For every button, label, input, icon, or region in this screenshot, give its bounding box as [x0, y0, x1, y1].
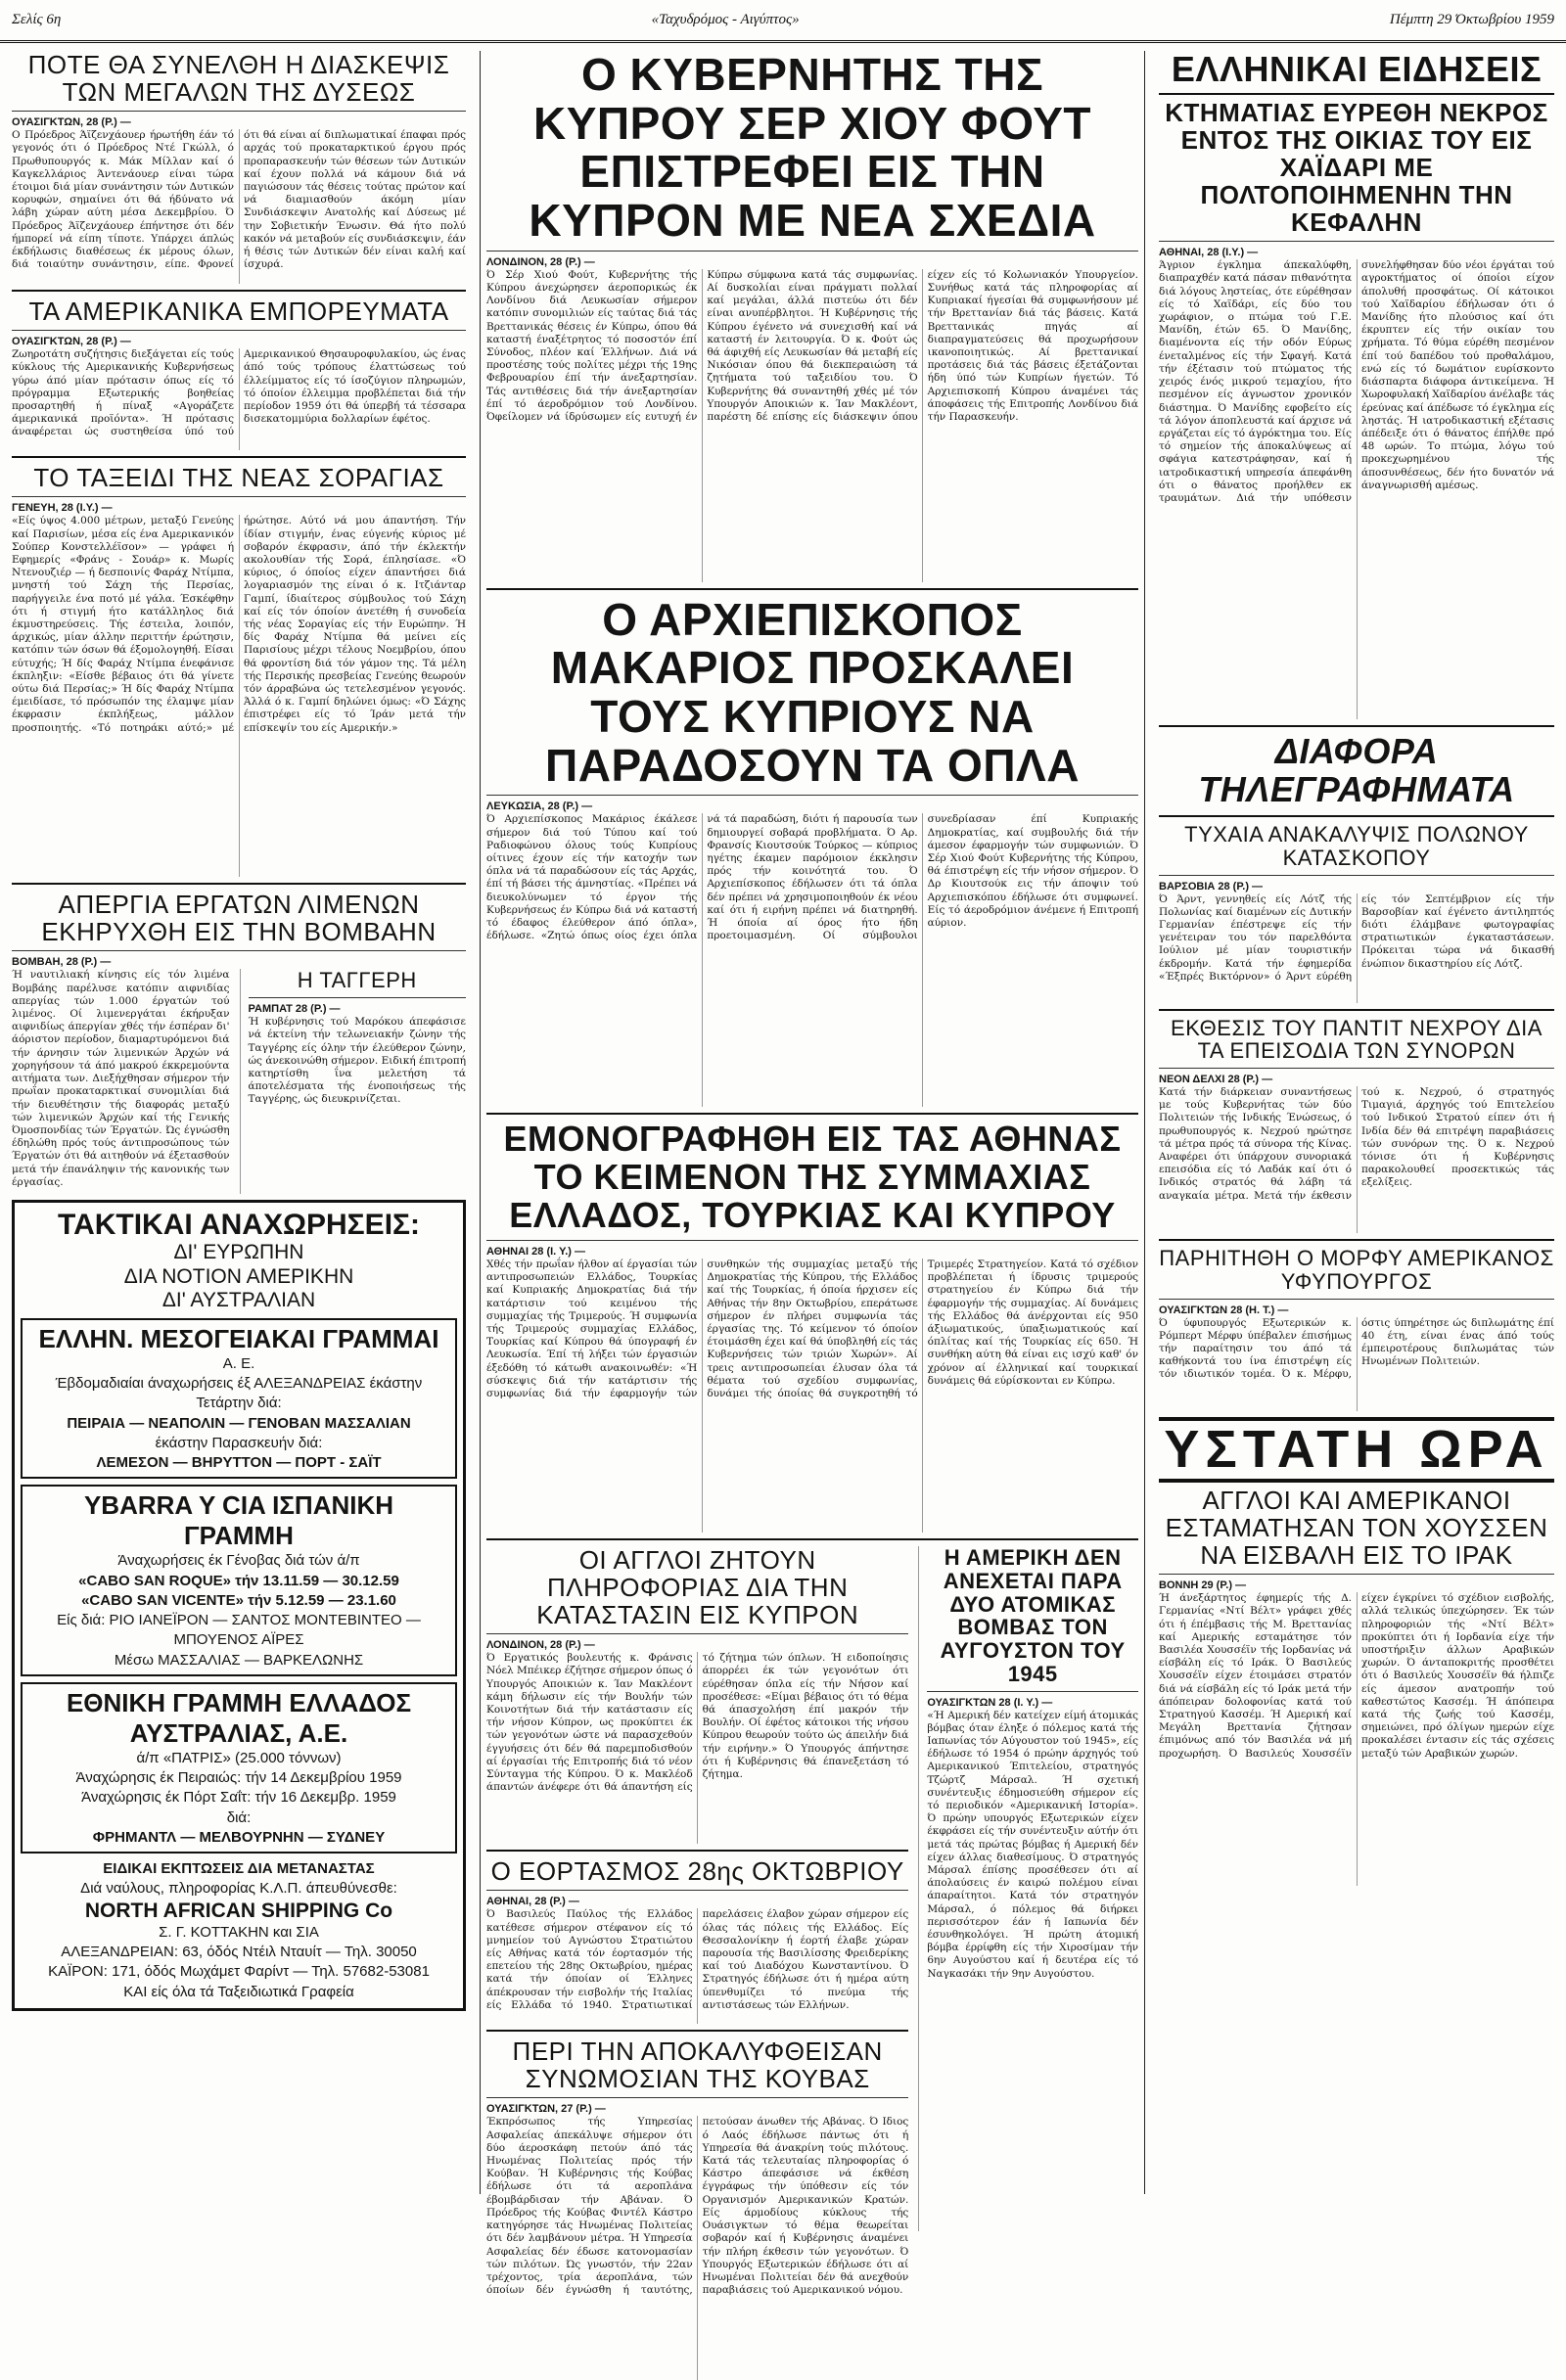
article-body: Ό Εργατικός βουλευτής κ. Φράνσις Νόελ Μπέικερ έζήτησε σήμερον όπως ό Υπουργός Αποικιών κ. Ίαν Μακλέοντ κάμη δήλωσιν είς τήν Βουλήν τών Κοινοτήτων διά τήν κατάστασιν είς τήν νήσον Κύπρον, ως προκύπτει έκ τών γεγονότων ώστε νά παρασχεθούν έγγυήσεις ότι δέν θά παρεμποδισθούν αί έργασίαι τής Επιτροπής διά τό νέον Σύνταγμα τής Κύπρου. Ό κ. Μακλέοδ άπαντών άνέφερε ότι θά άπαντήση είς τό ζήτημα τών όπλων. Ή ειδοποίησις άπορρέει έκ τών γεγονότων ότι εύρέθησαν όπλα είς τήν Νήσον καί προσέθεσε: «Είμαι βέβαιος ότι τό θέμα θά άπασχολήση έπί μακρόν τήν Βουλήν. Οί έφέτος κάτοικοι τής νήσου Κύπρου θεωρούν τούτο ώς άπειλήν διά τήν ειρήνην.» Ό Υπουργός άπήντησε ότι ή Κυβέρνησις θά έπανεξετάση τό ζήτημα.	[486, 1652, 909, 1794]
article-dateline: ΒΟΜΒΑΗ, 28 (Ρ.) —	[12, 956, 112, 969]
article-body-box	[486, 813, 1138, 1107]
page-masthead	[0, 0, 1566, 43]
article-chaidari-murder	[1159, 51, 1554, 719]
article-body: Ό ύφυπουργός Εξωτερικών κ. Ρόμπερτ Μέρφυ ύπέβαλεν έπισήμως τήν παραίτησιν του άπό τά καθήκοντά του ίνα έπιστρέψη είς τόν ιδιωτικόν τομέα. Ό κ. Μέρφυ, όστις ύπηρέτησε ώς διπλωμάτης έπί 40 έτη, είναι ένας άπό τούς έμπειροτέρους διπλωμάτας τών Ηνωμένων Πολιτειών.	[1159, 1316, 1554, 1381]
ad-line: ΛΕΜΕΣΟΝ — ΒΗΡΥΤΤΟΝ — ΠΟΡΤ - ΣΑΪΤ	[96, 1454, 382, 1472]
right-column	[1153, 51, 1560, 2194]
section-headline-telegrams: ΔΙΑΦΟΡΑ ΤΗΛΕΓΡΑΦΗΜΑΤΑ	[1198, 731, 1515, 810]
article-headline: Η ΤΑΓΓΕΡΗ	[297, 968, 417, 993]
article-headline: Ο ΚΥΒΕΡΝΗΤΗΣ ΤΗΣ ΚΥΠΡΟΥ ΣΕΡ ΧΙΟΥ ΦΟΥΤ ΕΠΙΣΤΡΕΦΕΙ ΕΙΣ ΤΗΝ ΚΥΠΡΟΝ ΜΕ ΝΕΑ ΣΧΕΔΙΑ	[529, 49, 1096, 247]
article-body-box	[1159, 1592, 1554, 1886]
article-hussein-iraq	[1159, 1487, 1554, 1886]
shipping-advertisement	[12, 1200, 466, 2010]
article-body: Έκπρόσωπος τής Υπηρεσίας Ασφαλείας άπεκάλυψε σήμερον ότι δύο άεροσκάφη πετούν άπό τάς Ηνωμένας Πολιτείας πρός τήν Κούβαν. Ή Κυβέρνησις τής Κούβας έδήλωσε ότι τά αεροπλάνα έβομβάρδισαν τήν Αβάναν. Ό Πρόεδρος τής Κούβας Φιντέλ Κάστρο κατηγόρησε τάς Ηνωμένας Πολιτείας ότι δέν λαμβάνουν μέτρα. Ή Υπηρεσία Ασφαλείας δέν έδωσε κατονομασίαν τών πιλότων. Ώς γνωστόν, τήν 22αν τρέχοντος, τρία άεροπλάνα, τών όποίων δέν έγνώσθη ή ταυτότης, πετούσαν άνωθεν τής Αβάνας. Ό Ιδιος ό Λαός έδήλωσε πάντως ότι ή Υπηρεσία θά άνακρίνη τούς πιλότους. Κατά τάς τελευταίας πληροφορίας ό Κάστρο άπεφάσισε νά έκθέση έγγράφως τήν ύπόθεσιν είς τόν Οργανισμόν Αμερικανικών Κρατών. Είς άρμοδίους κύκλους τής Ουάσιγκτων τό θέμα θεωρείται σοβαρόν καί ή Κυβέρνησις άναμένει τήν πλήρη έκθεσιν τών γεγονότων. Ό Υπουργός Εξωτερικών έδήλωσε ότι αί Ηνωμέναι Πολιτείαι δέν θά ανεχθούν παραβιάσεις τού Αμερικανικού νόμου.	[486, 2116, 909, 2297]
article-body: Ή άνεξάρτητος έφημερίς τής Δ. Γερμανίας «Ντί Βέλτ» γράφει χθές ότι ή έπέμβασις τής Μ. Βρεττανίας καί Αμερικής εσταμάτησε τόν Βασιλέα Χουσσέϊν τής Ιορδανίας νά είσβάλη είς τό Ιράκ. Ό Βασιλεύς Χουσσέϊν είχεν έτοιμάσει στρατόν διά νά είσβάλη είς τό Ιράκ μετά τήν άπόπειραν δολοφονίας κατά τού Στρατηγού Κασσέμ. Ή Αμερική καί Μεγάλη Βρεττανία ζήτησαν έπιμόνως από τόν Βασιλέα νά μή προχωρήση. Ό Βασιλεύς Χουσσέϊν είχεν έγκρίνει τό σχέδιον εισβολής, αλλά τελικώς ύπεχώρησεν. Έκ τών πληροφοριών τής «Ντί Βέλτ» προκύπτει ότι ή Ιορδανία είχε τήν υποστήριξιν άλλων Αραβικών χωρών. Ό άνταποκριτής προσθέτει ότι ό Βασιλεύς Χουσσέϊν θά ήλπιζε είς άμεσον ανατροπήν τού καθεστώτος Κασσέμ. Ή άπόπειρα κατά τής ζωής τού Κασσέμ, σημειώνει, πρό όλίγων ημερών είχε προκαλέσει έντασιν είς τάς σχέσεις μεταξύ τών Αραβικών χωρών.	[1159, 1592, 1554, 1760]
article-body: Ό Άρντ, γεννηθείς είς Λότζ τής Πολωνίας καί διαμένων είς Δυτικήν Γερμανίαν έπέστρεψε είς τήν γενέτειραν του τόν παρελθόντα Ιούλιον μέ μίαν τουριστικήν έκδρομήν. Κατά τήν έφημερίδα «Έξπρές Βικτόρνον» ό Άρντ εύρέθη είς τόν Σεπτέμβριον είς τήν Βαρσοβίαν καί έγένετο άντιληπτός διότι έλάμβανε φωτογραφίας στρατιωτικών έγκαταστάσεων. Πρόκειται τώρα νά δικασθή ένώπιον δικαστηρίου είς Λότζ.	[1159, 892, 1554, 983]
ad-title: ΤΑΚΤΙΚΑΙ ΑΝΑΧΩΡΗΣΕΙΣ:	[57, 1209, 421, 1242]
article-body: Ζωηροτάτη συζήτησις διεξάγεται είς τούς κύκλους τής Αμερικανικής Κυβερνήσεως γύρω άπό μίαν πρότασιν όπως είς τό πρόγραμμα Εξωτερικής βοηθείας προσαρτηθή ή πίναξ «Αγοράζετε άμερικανικά προϊόντα». Ή πρότασις άναφέρεται ώς συστηθείσα ύπό τού Αμερικανικού Θησαυροφυλακίου, ώς ένας άπό τούς τρόπους έλαττώσεως τού έλλείμματος είς τό ίσοζύγιον πληρωμών, τό όποίον έλλειμμα προβλέπεται διά τήν περίοδον 1959 ότι θά ύπερβή τά τέσσαρα δισεκατομμύρια δολλαρίων έφέτος.	[12, 348, 466, 438]
article-body-box	[486, 1259, 1138, 1533]
article-body-box	[1159, 1086, 1554, 1233]
article-headline: ΠΕΡΙ ΤΗΝ ΑΠΟΚΑΛΥΦΘΕΙΣΑΝ ΣΥΝΩΜΟΣΙΑΝ ΤΗΣ ΚΟΥΒΑΣ	[512, 2037, 883, 2094]
ad-line: Διά ναύλους, πληροφορίας Κ.Λ.Π. άπευθύνεσθε:	[80, 1880, 397, 1898]
article-october-28	[486, 1857, 908, 2024]
center-lower-block	[486, 1546, 1138, 2380]
article-dateline: ΟΥΑΣΙΓΚΤΩΝ 28 (Ι. Υ.) —	[927, 1696, 1053, 1709]
article-body-box	[486, 1908, 908, 2024]
article-headline: Ο ΕΟΡΤΑΣΜΟΣ 28ης ΟΚΤΩΒΡΙΟΥ	[490, 1856, 904, 1887]
article-bombay-strike	[12, 891, 466, 1194]
article-alliance-text	[486, 1121, 1138, 1533]
ad-line: ΦΡΗΜΑΝΤΛ — ΜΕΛΒΟΥΡΝΗΝ — ΣΥΔΝΕΥ	[92, 1828, 386, 1846]
article-body-box	[1159, 259, 1554, 719]
ad-mediterranean-lines	[21, 1318, 457, 1480]
article-body: Ό Σέρ Χιού Φούτ, Κυβερνήτης τής Κύπρου άνεχώρησεν άεροπορικώς έκ Λονδίνου διά Λευκωσίαν σήμερον κατόπιν συνομιλιών είς ταύτας διά τάς Βρεττανικάς θέσεις έν Κύπρω, όπου θά καταστή έναξέτρητος τό ποσοστόν έπί Σύνοδος, πλέον καί Έλλήνων. Διά νά προστέσης τούς πολίτες μέχρι τής 19ης Φεβρουαρίου έπί τήν άνεξαρτησίαν. Τάς αντιθέσεις διά τήν άνεξαρτησίαν έπί τό άεροδρόμιον τού Λονδίνου. Όφείλομεν νά ίδρύσωμεν είς ευτυχή έν Κύπρω σύμφωνα κατά τάς συμφωνίας. Αί δυσκολίαι είναι πράγματι πολλαί καί μεγάλαι, άλλά πιστεύω ότι δέν είναι ανυπέρβλητοι. Ή Κυβέρνησις τής Κύπρου έγένετο νά συνεχισθή καί νά καταστή έν λειτουργία. Ό κ. Φούτ ώς θά άφιχθή είς Λευκωσίαν θά μεταβή είς Νικόσιαν όπου θά διεκπεραιώση τά ζητήματα τού ταξειδίου του. Ό Κυβερνήτης θά συναντηθή χθές μέ τόν Υπουργόν Αποικιών κ. Ίαν Μακλέοντ, παρέστη δέ επίσης είς διάσκεψιν όπου είχεν είς τό Κολωνιακόν Υπουργείον. Συνήθως κατά τάς πληροφορίας αί Κυπριακαί ήγεσίαι θά συμφωνήσουν μέ τήν Βρεττανίαν διά τάς βάσεις. Κατά Βρεττανικάς πηγάς αί διαπραγματεύσεις θά προχωρήσουν ικανοποιητικώς. Αί βρεττανικαί προτάσεις διά τάς βάσεις έξετάζονται ήδη ύπό τών Κυπρίων ήγετών. Τό Αρχιεπισκοπή Κύπρου άναμένει τάς άποφάσεις τής Επιτροπής Λονδίνου διά τήν Παρασκευήν.	[486, 268, 1138, 423]
ad-line: «CABO SAN ROQUE» τήν 13.11.59 — 30.12.59	[78, 1572, 399, 1589]
article-body-box	[1159, 893, 1554, 1003]
article-cyprus-governor	[486, 51, 1138, 582]
article-body-box	[486, 1652, 908, 1844]
article-headline: ΤΟ ΤΑΞΕΙΔΙ ΤΗΣ ΝΕΑΣ ΣΟΡΑΓΙΑΣ	[33, 463, 444, 493]
ad-line: «CABO SAN VICENTE» τήν 5.12.59 — 23.1.60	[81, 1591, 396, 1609]
article-headline: ΟΙ ΑΓΓΛΟΙ ΖΗΤΟΥΝ ΠΛΗΡΟΦΟΡΙΑΣ ΔΙΑ ΤΗΝ ΚΑΤΑΣΤΑΣΙΝ ΕΙΣ ΚΥΠΡΟΝ	[536, 1545, 859, 1630]
article-body-box	[486, 2116, 908, 2380]
article-body: «Ή Αμερική δέν κατείχεν είμή άτομικάς βόμβας όταν έληξε ό πόλεμος κατά τής Ιαπωνίας τόν Αύγουστον τού 1945», είς έδήλωσε τό 1954 ό πρώην άρχηγός τού Αμερικανικού Έπιτελείου, στρατηγός Τζώρτζ Μάρσαλ. Ή σχετική συνέντευξις έδημοσιεύθη σήμερον είς τό περιοδικόν «Αμερικανική Ιστορία». Ό πρώην υπουργός Εξωτερικών είχεν έκφράσει είς τήν συνέντευξιν αύτήν ότι μετά τάς πρώτας βόμβας ή Αμερική δέν είχεν άλλας διαθεσίμους. Ό στρατηγός Μάρσαλ έπίσης προσέθεσεν ότι αί άπολαύσεις έν καιρώ πολέμου είναι άπαραίτητοι. Κατά τόν στρατηγόν Μάρσαλ, ό πόλεμος θά διήρκει περισσότερον έάν ή Ιαπωνία δέν έσυνθηκολόγει. Ή πρώτη άτομική βόμβα έρρίφθη είς τήν Χιροσίμαν τήν 6ην Αυγούστου καί ή δευτέρα είς τό Ναγκασάκι τήν 9ην Αυγούστου.	[927, 1709, 1138, 1980]
article-dateline: ΟΥΑΣΙΓΚΤΩΝ, 28 (Ρ.) —	[12, 116, 131, 129]
article-cuba-plot	[486, 2037, 908, 2380]
ad-line: Σ. Γ. ΚΟΤΤΑΚΗΝ και ΣΙΑ	[159, 1923, 319, 1941]
ad-national-line	[21, 1682, 457, 1854]
article-dateline: ΑΘΗΝΑΙ, 28 (Ι.Υ.) —	[1159, 247, 1259, 259]
ad-line: διά:	[226, 1808, 252, 1826]
article-body-box	[12, 515, 466, 877]
ad-line: Άναχώρησις έκ Πειραιώς: τήν 14 Δεκεμβρίου 1959	[75, 1769, 402, 1787]
ad-line: έκάστην Παρασκευήν διά:	[155, 1434, 323, 1451]
ad-ybarra-line	[21, 1485, 457, 1676]
ad-line: ΚΑΙ είς όλα τά Ταξειδιωτικά Γραφεία	[123, 1983, 354, 2000]
ad-line: Μέσω ΜΑΣΣΑΛΙΑΣ — ΒΑΡΚΕΛΩΝΗΣ	[114, 1651, 364, 1669]
article-body-box	[12, 969, 466, 1194]
article-headline: ΑΠΕΡΓΙΑ ΕΡΓΑΤΩΝ ΛΙΜΕΝΩΝ ΕΚΗΡΥΧΘΗ ΕΙΣ ΤΗΝ ΒΟΜΒΑΗΝ	[41, 890, 437, 947]
ad-line: Είς διά: ΡΙΟ ΙΑΝΕΪΡΟΝ — ΣΑΝΤΟΣ ΜΟΝΤΕΒΙΝΤΕΟ — ΜΠΟΥΕΝΟΣ ΑΪΡΕΣ	[57, 1612, 421, 1649]
left-column	[6, 51, 472, 2194]
ad-line-europe: ΔΙ' ΕΥΡΩΠΗΝ	[173, 1241, 304, 1264]
section-kicker: ΕΛΛΗΝΙΚΑΙ ΕΙΔΗΣΕΙΣ	[1159, 51, 1554, 95]
ad-line: ΠΕΙΡΑΙΑ — ΝΕΑΠΟΛΙΝ — ΓΕΝΟΒΑΝ ΜΑΣΣΑΛΙΑΝ	[67, 1414, 411, 1432]
article-american-goods	[12, 298, 466, 450]
center-lower-left	[486, 1546, 908, 2380]
article-body: Ή ναυτιλιακή κίνησις είς τόν λιμένα Βομβάης παρέλυσε κατόπιν αιφνιδίας απεργίας τών 1.000 έργατών τού λιμένος. Οί λιμενεργάται έκήρυξαν αιφνιδίως άπεργίαν χθές τήν έσπέραν δι' άόριστον περίοδον, διαμαρτυρόμενοι διά τήν άρνησιν τών λιμενικών Άρχών νά χορηγήσουν τά άπό μακρού έκκρεμούντα αιτήματα των. Διεξήχθησαν σήμερον τήν πρωΐαν προκαταρκτικαί συνομιλίαι διά τήν διευθέτησιν τής διαφοράς μεταξύ τών λιμενικών Άρχών καί τής Γενικής Όμοσπονδίας τών Έργατών. Ώς έγνώσθη έδηλώθη πρός τούς άντιπροσώπους τών Έργατών ότι θά αιτηθούν νά έξετασθούν μετά τήν έπανάληψιν τής κανονικής των έργασίας.	[12, 969, 230, 1188]
article-nehru-report	[1159, 1017, 1554, 1234]
article-murphy-resigns	[1159, 1247, 1554, 1411]
ad-box-title: ΕΛΛΗΝ. ΜΕΣΟΓΕΙΑΚΑΙ ΓΡΑΜΜΑΙ	[38, 1323, 439, 1353]
article-headline: ΚΤΗΜΑΤΙΑΣ ΕΥΡΕΘΗ ΝΕΚΡΟΣ ΕΝΤΟΣ ΤΗΣ ΟΙΚΙΑΣ ΤΟΥ ΕΙΣ ΧΑΪΔΑΡΙ ΜΕ ΠΟΛΤΟΠΟΙΗΜΕΝΗΝ ΤΗΝ ΚΕΦΑΛΗΝ	[1165, 97, 1548, 238]
ad-line: Άναχωρήσεις έκ Γένοβας διά τών ά/π	[117, 1552, 360, 1570]
article-body: «Είς ύψος 4.000 μέτρων, μεταξύ Γενεύης καί Παρισίων, μέσα είς ένα Αμερικανικόν Σούπερ Κονστελλέϊσον» — γράφει ή Εφημερίς «Φράνς - Σουάρ» κ. Μωρίς Ντενουζιέρ — ή δεσποινίς Φαράχ Ντίμπα, μνηστή τού Σάχη τής Περσίας, παρήγγειλε ένα ποτό μέ γάλα. Έσκέφθην ότι ή στιγμή ήτο κατάλληλος διά έκμυστηρεύσεις. Τής έστειλα, λοιπόν, άρχικώς, μίαν άλλην περιττήν έρώτησιν, κατόπιν τών όσων θά έξομολογηθή. Είσαι εύτυχής; Ή δίς Φαράχ Ντίμπα ένεφάνισε έκπληξιν: «Είσθε βέβαιος ότι θά γίνετε ούτω διά Περσίας;» Ή δίς Φαράχ Ντίμπα έμειδίασε, τό πρόσωπόν της έλαμψε μίαν έκφρασιν έκπλήξεως, μάλλον προσποιητής. «Τό ποτηράκι αύτό;» μέ ήρώτησε. Αύτό νά μου άπαντήση. Τήν ίδίαν στιγμήν, ένας εύγενής κύριος μέ σοβαρόν έκφρασιν, άπό τήν έκλεκτήν ακολουθίαν τής Σορά, έπλησίασε. «Ό κύριος, ό όποίος είχεν άπαντήσει διά λογαριασμόν της είναι ό κ. Ιτζιάνταρ Γαμπί, ίδιαίτερος σύμβουλος τού Σάχη καί είς τόν όποίον άνετέθη ή συνοδεία τής νέας Σοραγίας είς τήν Ευρώπην. Ή δίς Φαράχ Ντίμπα θά μείνει είς Παρισίους μέχρι τέλους Νοεμβρίου, όπου θά φροντίση διά τόν γάμον της. Τά μέλη τής Περσικής πρεσβείας Γενεύης θεωρούν τόν άρραβώνα ώς τετελεσμένον γεγονός. Άλλά ό κ. Γαμπί δηλώνει όμως: «Ό Σάχης έπιστρέφει είς τό Ίράν μετά τήν επίσκεψίν του είς Αμερικήν.»	[12, 515, 466, 734]
article-british-info	[486, 1546, 908, 1844]
center-column	[480, 49, 1145, 2297]
ad-line: ΑΛΕΞΑΝΔΡΕΙΑΝ: 63, όδός Ντέιλ Νταυίτ — Τηλ. 30050	[61, 1944, 417, 1961]
ad-line: ΚΑΪΡΟΝ: 171, όδός Μωχάμετ Φαρίντ — Τηλ. 57682-53081	[48, 1963, 430, 1981]
article-body: Ό Βασιλεύς Παύλος τής Ελλάδος κατέθεσε σήμερον στέφανον είς τό μνημείον τού Αγνώστου Στρατιώτου είς Αθήνας κατά τόν έορτασμόν τής επετείου τής 28ης Οκτωβρίου, ημέρας κατά τήν όποίαν οί Έλληνες άπέκρουσαν τήν εισβολήν τής Ιταλίας είς Ελλάδα τό 1940. Στρατιωτικαί παρελάσεις έλαβον χώραν σήμερον είς όλας τάς πόλεις τής Ελλάδος. Είς Θεσσαλονίκην ή έορτή έλαβε χώραν παρουσία τής Βασιλίσσης Φρειδερίκης καί τού Διαδόχου Κωνσταντίνου. Ό Στρατηγός έδήλωσε ότι ή ημέρα αύτη ύπενθυμίζει τό πνεύμα τής αντιστάσεως τών Ελλήνων.	[486, 1908, 909, 2011]
article-atomic-bombs	[918, 1546, 1138, 2231]
article-makarios	[486, 593, 1138, 1108]
article-western-summit	[12, 51, 466, 284]
ad-line: Α. Ε.	[222, 1354, 255, 1372]
article-dateline: ΟΥΑΣΙΓΚΤΩΝ, 28 (Ρ.) —	[12, 336, 131, 348]
article-dateline: ΟΥΑΣΙΓΚΤΩΝ 28 (Η. Τ.) —	[1159, 1304, 1289, 1316]
last-hour-banner: ΥΣΤΑΤΗ ΩΡΑ	[1159, 1417, 1554, 1483]
article-dateline: ΓΕΝΕΥΗ, 28 (Ι.Υ.) —	[12, 502, 113, 515]
ad-line: Έβδομαδιαίαι άναχωρήσεις έξ ΑΛΕΞΑΝΔΡΕΙΑΣ έκάστην Τετάρτην διά:	[55, 1375, 423, 1412]
article-body: Ο Πρόεδρος Άϊζενχάουερ ήρωτήθη έάν τό γεγονός ότι ό Πρόεδρος Ντέ Γκώλλ, ό Πρωθυπουργός κ. Μάκ Μίλλαν καί ό Καγκελλάριος Άντενάουερ είναι τώρα έτοιμοι διά μίαν συνάντησιν τών Δυτικών κορυφών, σημαίνει ότι θά ήδύνατο νά λάβη χώραν αύτη μέσα Δεκεμβρίου. Ό Πρόεδρος Άϊζενχάουερ έπήντησε ότι δέν ήμπορεί νά είπη τίποτε. Υπάρχει άπλώς έκδήλωσις διαθέσεως έκ μέρους όλων, διά τοιαύτην συνάντησιν, είπε. Φρονεί ότι θά είναι αί διπλωματικαί έπαφαι πρός αρχάς τού προκαταρκτικού έργου πρός προπαρασκευήν τών θέσεων τών Δυτικών καί έχουν πολλά νά κάμουν διά νά παγιώσουν τάς θέσεις τούτας πρώτον καί νά διαμιασθούν άκόμη μίαν Συνδιάσκεψιν Ανατολής καί Δύσεως μέ την Σοβιετικήν Ένωσιν. Θά ήτο πολύ κακόν νά μεταβούν είς συνδιάσκεψιν, έάν ή θέσις τών Δυτικών δέν είναι καλή καί ίσχυρά.	[12, 129, 466, 271]
article-dateline: ΝΕΟΝ ΔΕΛΧΙ 28 (Ρ.) —	[1159, 1074, 1273, 1086]
article-body-box	[486, 269, 1138, 582]
ad-line: ά/π «ΠΑΤΡΙΣ» (25.000 τόννων)	[136, 1749, 342, 1766]
article-dateline: ΛΟΝΔΙΝΟΝ, 28 (Ρ.) —	[486, 255, 595, 268]
issue-date: Πέμπτη 29 Όκτωβρίου 1959	[1389, 12, 1554, 27]
article-headline: Ο ΑΡΧΙΕΠΙΣΚΟΠΟΣ ΜΑΚΑΡΙΟΣ ΠΡΟΣΚΑΛΕΙ ΤΟΥΣ ΚΥΠΡΙΟΥΣ ΝΑ ΠΑΡΑΔΟΣΟΥΝ ΤΑ ΟΠΛΑ	[545, 593, 1080, 791]
article-dateline: ΛΕΥΚΩΣΙΑ, 28 (Ρ.) —	[486, 801, 593, 813]
article-headline: ΤΑ ΑΜΕΡΙΚΑΝΙΚΑ ΕΜΠΟΡΕΥΜΑΤΑ	[28, 297, 449, 327]
article-dateline: ΒΟΝΝΗ 29 (Ρ.) —	[1159, 1579, 1247, 1592]
newspaper-title: «Ταχυδρόμος - Αιγύπτος»	[651, 12, 800, 27]
article-headline: ΕΚΘΕΣΙΣ ΤΟΥ ΠΑΝΤΙΤ ΝΕΧΡΟΥ ΔΙΑ ΤΑ ΕΠΕΙΣΟΔΙΑ ΤΩΝ ΣΥΝΟΡΩΝ	[1171, 1015, 1543, 1064]
article-dateline: ΛΟΝΔΙΝΟΝ, 28 (Ρ.) —	[486, 1639, 595, 1652]
article-dateline: ΒΑΡΣΟΒΙΑ 28 (Ρ.) —	[1159, 880, 1264, 892]
ad-line-south-america: ΔΙΑ ΝΟΤΙΟΝ ΑΜΕΡΙΚΗΝ	[123, 1264, 354, 1288]
article-body: Χθές τήν πρωΐαν ήλθον αί έργασίαι τών αντιπροσωπειών Ελλάδος, Τουρκίας καί Κυπριακής Δημοκρατίας διά τήν κατάρτισιν τού κειμένου τής συμμαχίας τής Τριμερούς. Ή συμφωνία τής Τριμερούς συμμαχίας Ελλάδος, Τουρκίας καί Κύπρου θά ύπογραφή έν Λευκωσία. Έπί τή λήξει τών έργασιών έξεδόθη τό κάτωθι ανακοινωθέν: «Ή σύσκεψις διά τήν κατάρτισιν τής συμφωνίας διά τήν έφαρμογήν τών συνθηκών τής συμμαχίας μεταξύ τής Δημοκρατίας τής Κύπρου, τής Ελλάδος καί τής Τουρκίας, ή όποία ήρχισεν είς Αθήνας τήν 8ην Οκτωβρίου, επεράτωσε σήμερον έν πλήρει συμφωνία τάς έργασίας της. Τό κείμενον τό όποίον έτοιμάσθη έχει καί θά ύποβληθή είς τάς Κυβερνήσεις τών τριών Χωρών». Αί τρεις αντιπροσωπείαι έλυσαν όλα τά θέματα τού σχεδίου συμφωνίας, δυνάμει τής όποίας θά συγκροτηθή τό Τριμερές Στρατηγείον. Κατά τό σχέδιον προβλέπεται ή ίδρυσις τριμερούς στρατηγείου έν Κύπρω διά τήν έφαρμογήν τής συμμαχίας. Αί δυνάμεις τής Ελλάδος θά άνέρχονται είς 950 άξιωματικούς, ύπαξιωματικούς καί όπλίτας καί τής Τουρκίας είς 650. Ή συνθήκη αύτη θά είναι εις ισχύ καθ' όν χρόνον αί έλληνικαί καί τουρκικαί δυνάμεις θά εύρίσκονται εν Κύπρω.	[486, 1259, 1138, 1400]
article-dateline: ΑΘΗΝΑΙ 28 (Ι. Υ.) —	[486, 1246, 585, 1258]
article-headline: Η ΑΜΕΡΙΚΗ ΔΕΝ ΑΝΕΧΕΤΑΙ ΠΑΡΑ ΔΥΟ ΑΤΟΜΙΚΑΣ ΒΟΜΒΑΣ ΤΟΝ ΑΥΓΟΥΣΤΟΝ ΤΟΥ 1945	[940, 1545, 1126, 1686]
article-dateline: ΑΘΗΝΑΙ, 28 (Ρ.) —	[486, 1896, 579, 1908]
article-dateline: ΡΑΜΠΑΤ 28 (Ρ.) —	[248, 1003, 341, 1016]
article-body: Κατά τήν διάρκειαν συναντήσεως με τούς Κυβερνήτας τών δύο Πολιτειών τής Ινδικής Ένώσεως, ό πρωθυπουργός κ. Νεχρού ηρώτησε τά μέτρα πρός τά σύνορα τής Κίνας. Αναφέρει ότι ύπάρχουν συνοριακά επεισόδια είς τό Λαδάκ καί ότι ό Ινδικός στρατός θά λάβη τά αναγκαία μέτρα. Μετά τήν έκθεσιν τού κ. Νεχρού, ό στρατηγός Τιμαγιά, άρχηγός τού Επιτελείου τού Ινδικού Στρατού είπεν ότι ή Ινδία δέν θά επιτρέψη παραβιάσεις τών συνόρων της. Ό κ. Νεχρού τόνισε ότι ή Κυβέρνησις παρακολουθεί προσεκτικώς τάς εξελίξεις.	[1159, 1086, 1554, 1202]
article-body: Άγριον έγκλημα άπεκαλύφθη, διαπραχθέν κατά πάσαν πιθανότητα διά λόγους ληστείας, ότε εύρέθησαν είς τό Χαϊδάρι, είς δύο του χωράφιον, ο πτώμα τού Γ.Ε. Μανίδη, έτών 65. Ό Μανίδης, διαμένοντα είς τήν οδόν Εύρως ένεταλμένος είς τήν Σφαγή. Κατά τήν έξέτασιν τού πτώματος τής χειρός ένός μικρού τεμαχίου, ήτο πεσμένον είς άγνωστον χρονικόν διάστημα. Ό Μανίδης εφοβείτο είς τά λόγον άποπλευστά καί άρχισε νά εργάζεται είς τό άγρόκτημα του. Είς τό σημείον τής άποκαλύψεως αί σφάγια κατεστράφησαν, καί ή ιατροδικαστική υπηρεσία άπεφάνθη ότι ο θάνατος προήλθεν εκ τραυμάτων. Διά τήν υπόθεσιν συνελήφθησαν δύο νέοι έργάται τού αγροκτήματος οί όποίοι είχον άπολυθή προσφάτως. Οί κάτοικοι τού Χαϊδαρίου έδήλωσαν ότι ό Μανίδης ήτο πλούσιος καί ότι έκρυπτεν είς τήν οικίαν του χρήματα. Τό θύμα εύρέθη πεσμένον έπί τού δαπέδου τού προθαλάμου, ενώ είς τό δωμάτιον ευρίσκοντο διάσπαρτα διάφορα άντικείμενα. Ή Χωροφυλακή Χαϊδαρίου άνέλαβε τάς έρεύνας καί άπέδωσε τό έγκλημα είς ληστάς. Ή ιατροδικαστική εξέτασις άπέδειξε ότι ό θάνατος έπήλθε πρό 48 ωρών. Το πτώμα, λόγω τού προκεχωρημένου τής άποσυνθέσεως, δέν ήτο δυνατόν νά άναγνωρισθή αμέσως.	[1159, 259, 1554, 504]
article-polish-spy	[1159, 823, 1554, 1003]
article-new-soraya	[12, 464, 466, 877]
article-body: Ή κυβέρνησις τού Μαρόκου άπεφάσισε νά έκτείνη τήν τελωνειακήν ζώνην τής Ταγγέρης είς όλην τήν έλεύθερον ζώνην, ώς άνεκοινώθη σήμερον. Ειδική έπιτροπή κατηρτίσθη ΐνα μελετήση τά άποτελέσματα τής ένοποιήσεως τής Ταγγέρης, ώς διευκρινίζεται.	[248, 1016, 466, 1106]
article-headline: ΕΜΟΝΟΓΡΑΦΗΘΗ ΕΙΣ ΤΑΣ ΑΘΗΝΑΣ ΤΟ ΚΕΙΜΕΝΟΝ ΤΗΣ ΣΥΜΜΑΧΙΑΣ ΕΛΛΑΔΟΣ, ΤΟΥΡΚΙΑΣ ΚΑΙ ΚΥΠΡΟΥ	[503, 1119, 1122, 1236]
article-headline: ΑΓΓΛΟΙ ΚΑΙ ΑΜΕΡΙΚΑΝΟΙ ΕΣΤΑΜΑΤΗΣΑΝ ΤΟΝ ΧΟΥΣΣΕΝ ΝΑ ΕΙΣΒΑΛΗ ΕΙΣ ΤΟ ΙΡΑΚ	[1165, 1485, 1548, 1571]
ad-company-name: NORTH AFRICAN SHIPPING Co	[84, 1899, 393, 1922]
article-body: Ό Αρχιεπίσκοπος Μακάριος έκάλεσε σήμερον διά τού Τύπου καί τού Ραδιοφώνου όλους τούς Κυπρίους οίτινες έχουν είς τήν κατοχήν των όπλα νά τά παραδώσουν είς τάς Αρχάς, έπί τή βάσει τής άμνηστίας. «Πρέπει νά διευκολύνωμεν τό έργον τής Κυβερνήσεως έν Κύπρω διά νά καταστή τό έδαφος έλεύθερον άπό όπλα», έδήλωσε. «Ζητώ όπως οίος έχει όπλα νά τά παραδώση, διότι ή παρουσία των δημιουργεί σοβαρά προβλήματα. Ό Αρ. Φρανσίς Κιουτσούκ Τούρκος — κύπριος ηγέτης έκαμεν παρόμοιον έκκλησιν πρός τήν κοινότητά του. Ό Αρχιεπίσκοπος έδήλωσεν ότι τά όπλα δέν πρέπει νά χρησιμοποιηθούν έκ νέου καί ότι ή ειρήνη πρέπει νά διατηρηθή. Ή όποία αί όρος ήτο ήδη προετοιμασμένη. Οί σύμβουλοι συνεδρίασαν έπί Κυπριακής Δημοκρατίας, καί συμβουλής διά τήν άμεσον έφαρμογήν τών συμφωνιών. Ό Σέρ Χιού Φούτ Κυβερνήτης τής Κύπρου, θά έπιστρέψη είς τήν νήσον σήμερον. Ό Δρ Κιουτσούκ εις τήν άποψιν τού Αρχιεπισκόπου έδήλωσε ότι συμφωνεί. Είς τό άεροδρόμιον άνέμενε ή Επιτροπή αύριον.	[486, 813, 1138, 942]
article-headline: ΠΑΡΗΙΤΗΘΗ Ο ΜΟΡΦΥ ΑΜΕΡΙΚΑΝΟΣ ΥΦΥΠΟΥΡΓΟΣ	[1159, 1246, 1554, 1294]
page-number: Σελίς 6η	[12, 12, 62, 27]
article-body-box	[1159, 1317, 1554, 1411]
article-headline: ΠΟΤΕ ΘΑ ΣΥΝΕΛΘΗ Η ΔΙΑΣΚΕΨΙΣ ΤΩΝ ΜΕΓΑΛΩΝ ΤΗΣ ΔΥΣΕΩΣ	[27, 50, 450, 108]
article-headline: ΤΥΧΑΙΑ ΑΝΑΚΑΛΥΨΙΣ ΠΟΛΩΝΟΥ ΚΑΤΑΣΚΟΠΟΥ	[1184, 822, 1529, 870]
article-body-wrap	[12, 969, 230, 1194]
ad-box-title: ΕΘΝΙΚΗ ΓΡΑΜΜΗ ΕΛΛΑΔΟΣ ΑΥΣΤΡΑΛΙΑΣ, Α.Ε.	[66, 1687, 412, 1748]
ad-box-title: YBARRA Y CIA ΙΣΠΑΝΙΚΗ ΓΡΑΜΜΗ	[83, 1490, 394, 1551]
ad-line-australia: ΔΙ' ΑΥΣΤΡΑΛΙΑΝ	[161, 1288, 316, 1311]
ad-line: ΕΙΔΙΚΑΙ ΕΚΠΤΩΣΕΙΣ ΔΙΑ ΜΕΤΑΝΑΣΤΑΣ	[103, 1860, 375, 1878]
ad-line: Άναχώρησις έκ Πόρτ Σαΐτ: τήν 16 Δεκεμβρ. 1959	[81, 1789, 396, 1807]
article-body-box	[12, 129, 466, 284]
article-dateline: ΟΥΑΣΙΓΚΤΩΝ, 27 (Ρ.) —	[486, 2103, 606, 2116]
article-body-box	[12, 348, 466, 450]
article-tangier	[240, 969, 467, 1194]
